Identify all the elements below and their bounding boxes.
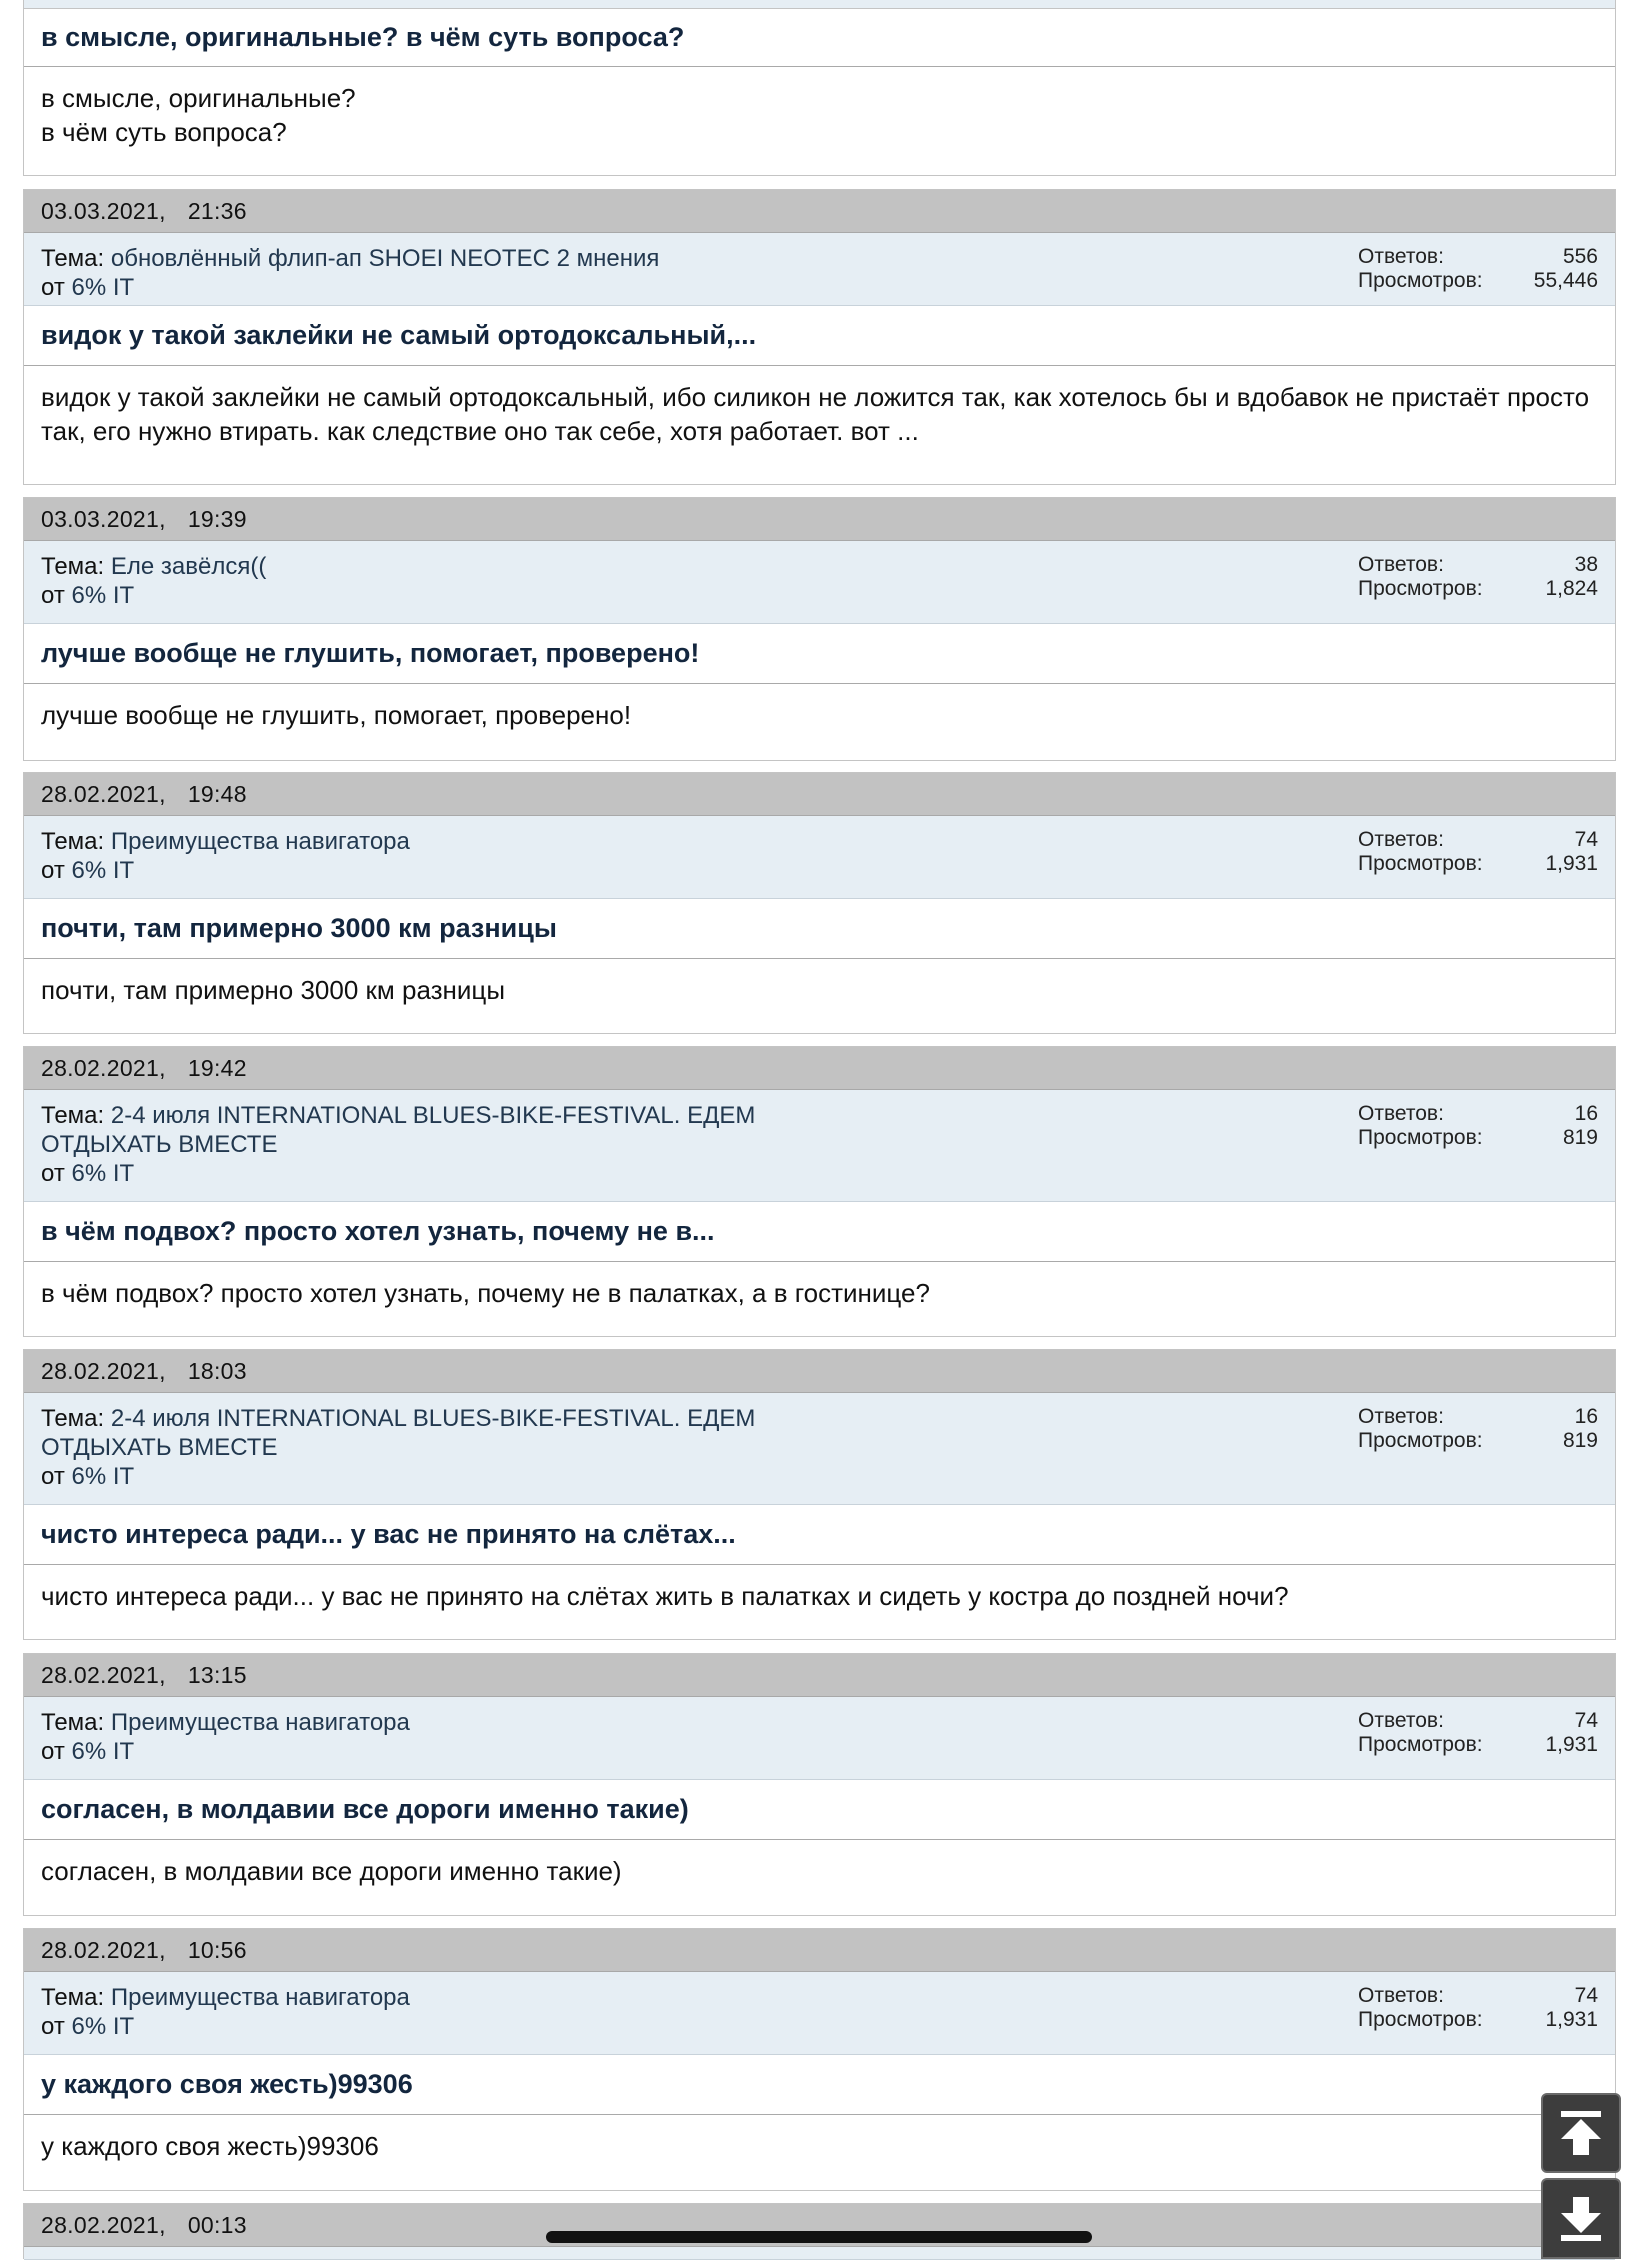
views-count: 819 — [1562, 1429, 1598, 1452]
thread-stats: Ответов: 74 Просмотров: 1,931 — [1358, 1709, 1598, 1756]
replies-count: 16 — [1574, 1102, 1598, 1125]
post-item — [23, 772, 1616, 1034]
thread-stats: Ответов: 16 Просмотров: 819 — [1358, 1102, 1598, 1149]
arrow-up-to-bar-icon — [1553, 2105, 1609, 2161]
thread-info: Тема: обновлённый флип-ап SHOEI NEOTEC 2 мнения от 6% IT Ответов: 556 Просмотров: 55,446 — [24, 233, 1615, 306]
views-count: 1,824 — [1545, 577, 1598, 600]
thread-stats: Ответов: 74 Просмотров: 1,931 — [1358, 1984, 1598, 2031]
thread-stats: Ответов: 74 Просмотров: 1,931 — [1358, 828, 1598, 875]
thread-info: Тема: Преимущества навигатора от 6% IT Ответов: 74 Просмотров: 1,931 — [24, 1972, 1615, 2055]
post-date: 28.02.2021, 19:48 — [24, 773, 1615, 816]
thread-link[interactable]: Преимущества навигатора — [110, 1984, 410, 2011]
post-body: лучше вообще не глушить, помогает, проверено! — [41, 700, 632, 730]
thread-stats: Ответов: 556 Просмотров: 55,446 — [1358, 245, 1598, 292]
post-body — [24, 67, 1615, 163]
views-count: 1,931 — [1545, 2008, 1598, 2031]
post-title[interactable]: видок у такой заклейки не самый ортодоксальный,... — [24, 306, 1615, 366]
thread-stats: Ответов: 16 Просмотров: 819 — [1358, 1405, 1598, 1452]
post-date: 28.02.2021, 13:15 — [24, 1654, 1615, 1697]
post-body: почти, там примерно 3000 км разницы — [41, 975, 506, 1005]
author-link[interactable]: 6% IT — [71, 857, 135, 884]
arrow-down-to-bar-icon — [1553, 2191, 1609, 2247]
post-title[interactable] — [24, 9, 1615, 67]
post-date: 28.02.2021, 00:13 — [24, 2204, 1615, 2247]
post-body: видок у такой заклейки не самый ортодоксальный, ибо силикон не ложится так, как хотелось бы и вдобавок не пристаёт просто так, его нужно втирать. как следствие оно так себе, хотя работает. вот ... — [41, 382, 1590, 446]
thread-link[interactable]: Преимущества навигатора — [110, 828, 410, 855]
post-body: согласен, в молдавии все дороги именно такие) — [41, 1856, 622, 1886]
post-fragment — [23, 0, 1616, 176]
post-body: чисто интереса ради... у вас не принято на слётах жить в палатках и сидеть у костра до поздней ночи? — [41, 1581, 1289, 1611]
post-date: 28.02.2021, 10:56 — [24, 1929, 1615, 1972]
author-link[interactable]: 6% IT — [71, 1463, 135, 1490]
author-link[interactable]: 6% IT — [71, 582, 135, 609]
replies-count: 38 — [1574, 553, 1598, 576]
thread-info — [24, 2247, 1615, 2260]
scroll-to-top-button[interactable] — [1541, 2093, 1621, 2173]
post-date: 28.02.2021, 18:03 — [24, 1350, 1615, 1393]
post-title[interactable]: чисто интереса ради... у вас не принято на слётах... — [24, 1505, 1615, 1565]
post-item — [23, 1928, 1616, 2191]
post-item — [23, 189, 1616, 485]
post-item — [23, 1046, 1616, 1337]
thread-info: Тема: 2-4 июля INTERNATIONAL BLUES-BIKE-FESTIVAL. ЕДЕМ ОТДЫХАТЬ ВМЕСТЕ от 6% IT Ответов: 16 Просмотров: 819 — [24, 1090, 1615, 1202]
thread-strip — [24, 0, 1615, 9]
post-title[interactable]: в чём подвох? просто хотел узнать, почему не в... — [24, 1202, 1615, 1262]
thread-info: Тема: Еле завёлся(( от 6% IT Ответов: 38 Просмотров: 1,824 — [24, 541, 1615, 624]
post-body-line: в смысле, оригинальные? — [41, 83, 356, 113]
thread-stats: Ответов: 38 Просмотров: 1,824 — [1358, 553, 1598, 600]
post-body-line: в чём суть вопроса? — [41, 117, 287, 147]
post-item — [23, 1349, 1616, 1640]
views-count: 1,931 — [1545, 1733, 1598, 1756]
views-count: 1,931 — [1545, 852, 1598, 875]
post-item — [23, 1653, 1616, 1916]
replies-count: 556 — [1562, 245, 1598, 268]
replies-count: 74 — [1574, 828, 1598, 851]
thread-info: Тема: Преимущества навигатора от 6% IT Ответов: 74 Просмотров: 1,931 — [24, 816, 1615, 899]
replies-count: 74 — [1574, 1709, 1598, 1732]
thread-link[interactable]: 2-4 июля INTERNATIONAL BLUES-BIKE-FESTIVAL. ЕДЕМ ОТДЫХАТЬ ВМЕСТЕ — [41, 1405, 756, 1461]
post-title[interactable]: у каждого своя жесть)99306 — [24, 2055, 1615, 2115]
post-body: у каждого своя жесть)99306 — [41, 2131, 379, 2161]
post-title[interactable]: почти, там примерно 3000 км разницы — [24, 899, 1615, 959]
post-date: 28.02.2021, 19:42 — [24, 1047, 1615, 1090]
post-title[interactable]: согласен, в молдавии все дороги именно такие) — [24, 1780, 1615, 1840]
post-date: 03.03.2021, 21:36 — [24, 190, 1615, 233]
post-title-text[interactable]: в смысле, оригинальные? в чём суть вопроса? — [41, 22, 685, 52]
thread-link[interactable]: обновлённый флип-ап SHOEI NEOTEC 2 мнения — [110, 245, 660, 272]
author-link[interactable]: 6% IT — [71, 1160, 135, 1187]
thread-info: Тема: 2-4 июля INTERNATIONAL BLUES-BIKE-FESTIVAL. ЕДЕМ ОТДЫХАТЬ ВМЕСТЕ от 6% IT Ответов: 16 Просмотров: 819 — [24, 1393, 1615, 1505]
author-link[interactable]: 6% IT — [71, 1738, 135, 1765]
thread-link[interactable]: Еле завёлся(( — [110, 553, 267, 580]
post-item — [23, 497, 1616, 761]
replies-count: 74 — [1574, 1984, 1598, 2007]
home-indicator[interactable] — [546, 2231, 1092, 2243]
thread-link[interactable]: 2-4 июля INTERNATIONAL BLUES-BIKE-FESTIVAL. ЕДЕМ ОТДЫХАТЬ ВМЕСТЕ — [41, 1102, 756, 1158]
post-date: 03.03.2021, 19:39 — [24, 498, 1615, 541]
thread-link[interactable]: Преимущества навигатора — [110, 1709, 410, 1736]
views-count: 819 — [1562, 1126, 1598, 1149]
author-link[interactable]: 6% IT — [71, 2013, 135, 2040]
replies-count: 16 — [1574, 1405, 1598, 1428]
views-count: 55,446 — [1533, 269, 1598, 292]
post-body: в чём подвох? просто хотел узнать, почему не в палатках, а в гостинице? — [41, 1278, 930, 1308]
post-title[interactable]: лучше вообще не глушить, помогает, проверено! — [24, 624, 1615, 684]
thread-info: Тема: Преимущества навигатора от 6% IT Ответов: 74 Просмотров: 1,931 — [24, 1697, 1615, 1780]
scroll-to-bottom-button[interactable] — [1541, 2178, 1621, 2259]
author-link[interactable]: 6% IT — [71, 274, 135, 301]
